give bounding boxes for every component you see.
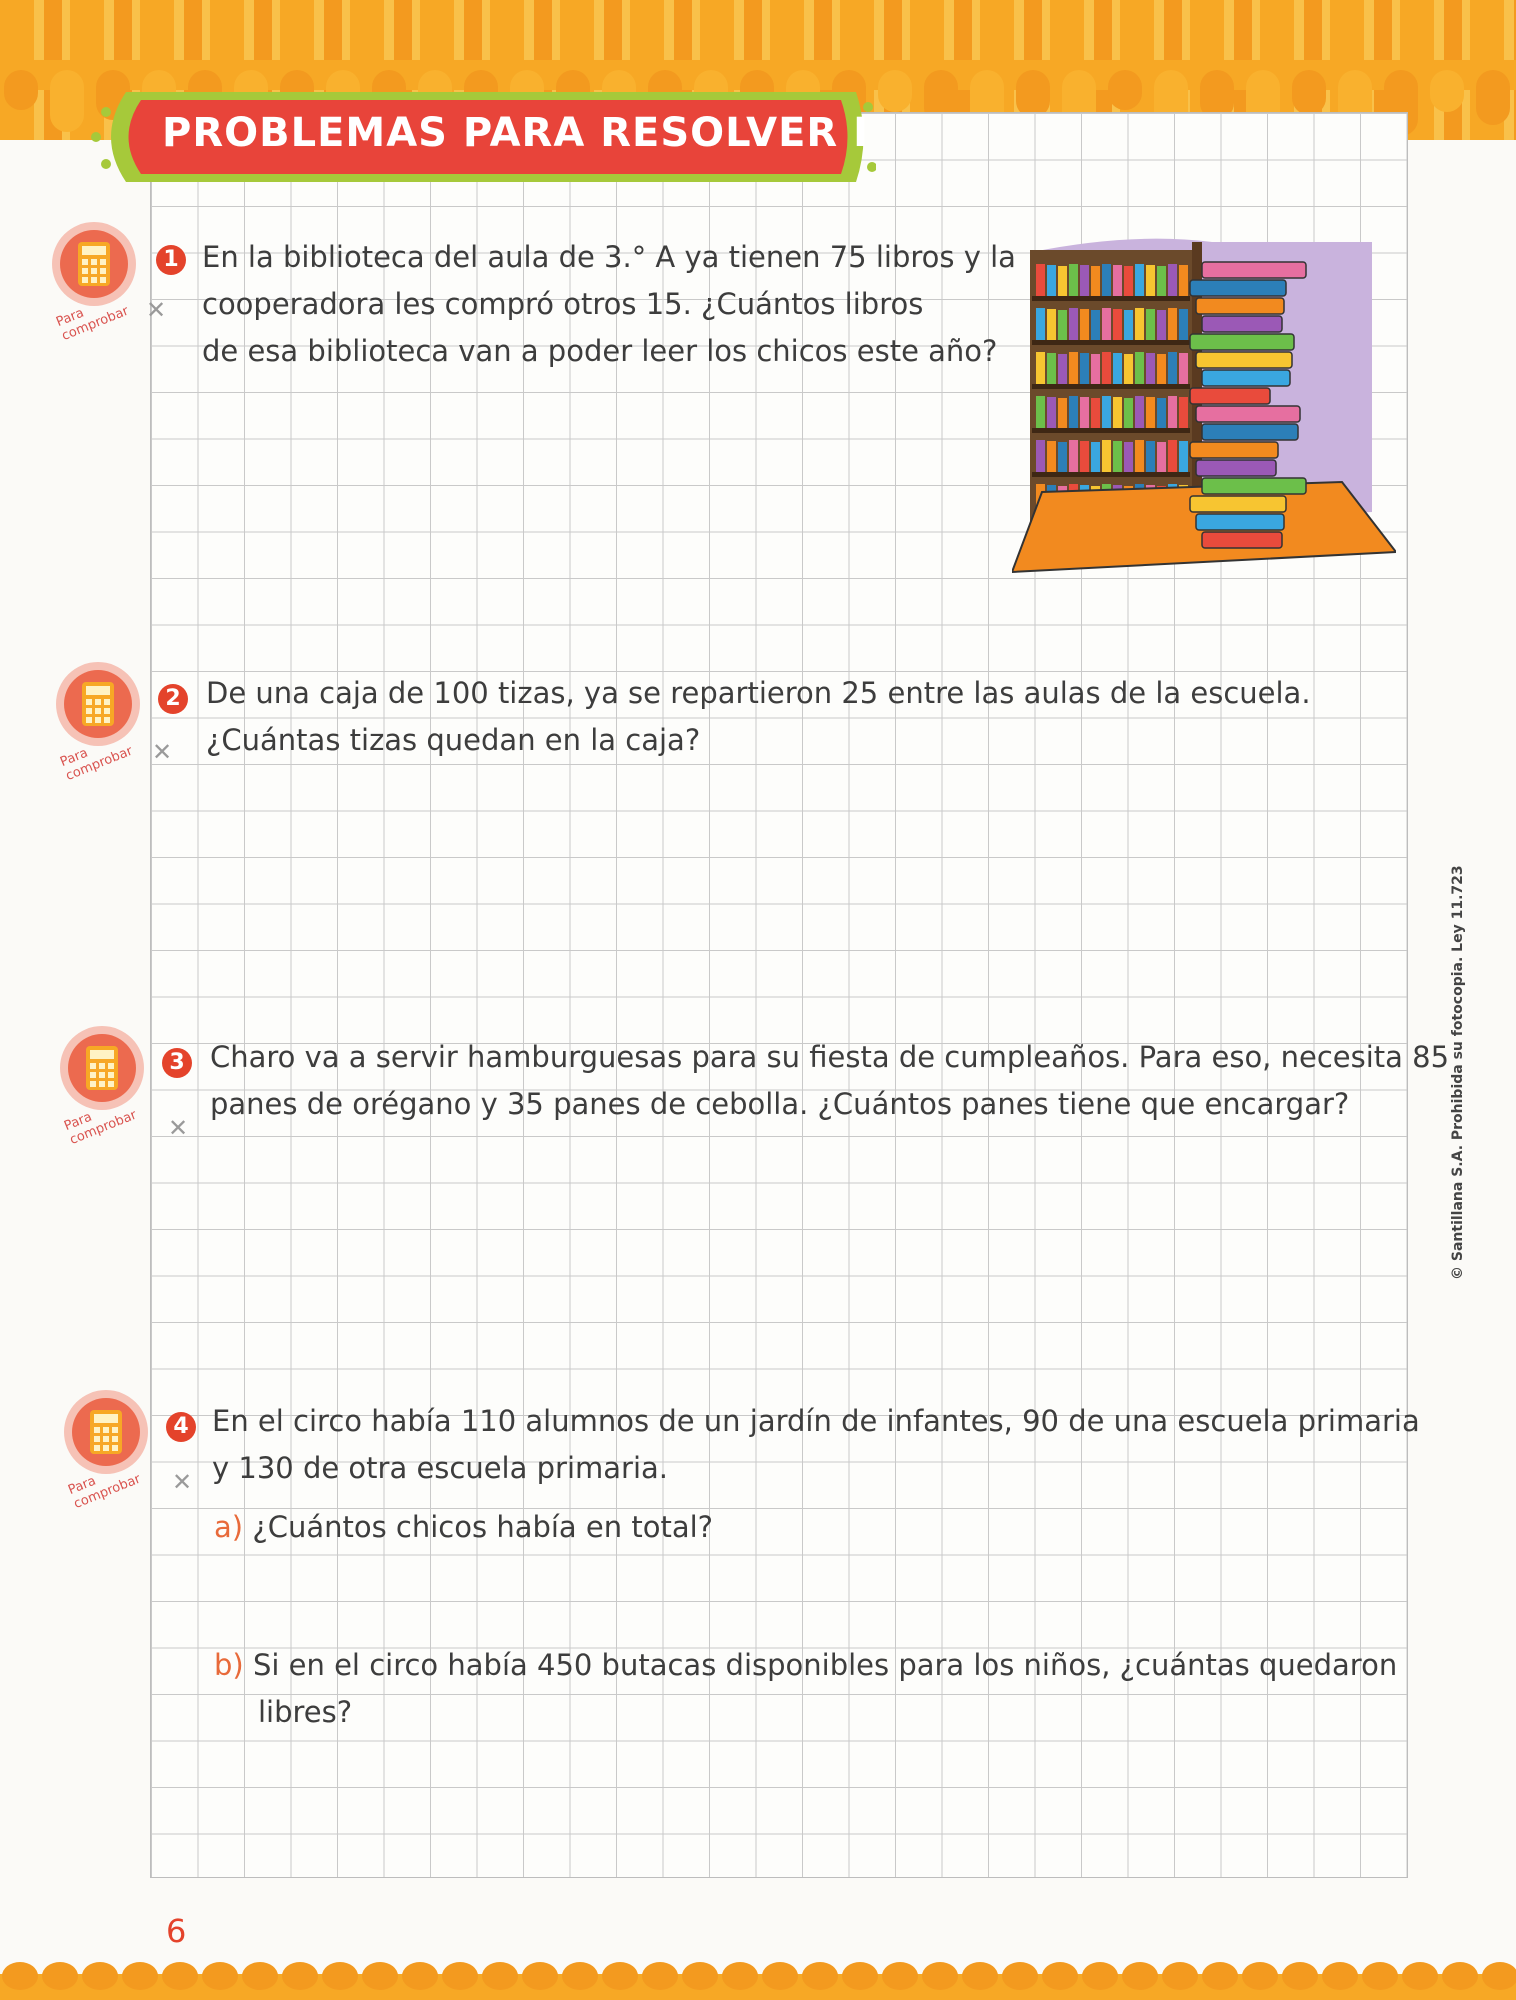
subquestion-a xyxy=(214,1504,713,1551)
problem-number: 3 xyxy=(162,1048,192,1078)
copyright-notice: © Santillana S.A. Prohibida su fotocopia. Ley 11.723 xyxy=(1450,865,1466,1280)
problem-line: cooperadora les compró otros 15. ¿Cuántos libros xyxy=(202,287,924,321)
bottom-decorative-band xyxy=(0,1956,1516,2000)
para-comprobar-badge xyxy=(56,1022,166,1149)
problem-line: De una caja de 100 tizas, ya se repartieron 25 entre las aulas de la escuela. xyxy=(206,676,1311,710)
page-title: PROBLEMAS PARA RESOLVER I xyxy=(162,110,870,156)
subquestion-text: Si en el circo había 450 butacas disponibles para los niños, ¿cuántas quedaron xyxy=(252,1648,1398,1682)
problem-4-text xyxy=(212,1398,1420,1492)
problem-line: de esa biblioteca van a poder leer los chicos este año? xyxy=(202,334,998,368)
problem-line: Charo va a servir hamburguesas para su fiesta de cumpleaños. Para eso, necesita 85 xyxy=(210,1040,1450,1074)
problem-3-text xyxy=(210,1034,1449,1128)
problem-line: ¿Cuántas tizas quedan en la caja? xyxy=(206,723,701,757)
subquestion-text: libres? xyxy=(258,1695,353,1729)
check-x-mark: ✕ xyxy=(168,1114,189,1142)
para-comprobar-label: Para comprobar xyxy=(54,303,131,345)
para-comprobar-badge xyxy=(48,218,158,345)
problem-number: 1 xyxy=(156,245,186,275)
check-x-mark: ✕ xyxy=(172,1468,193,1496)
problem-line: y 130 de otra escuela primaria. xyxy=(212,1451,668,1485)
problem-line: En la biblioteca del aula de 3.° A ya tienen 75 libros y la xyxy=(202,240,1016,274)
problem-line: En el circo había 110 alumnos de un jardín de infantes, 90 de una escuela primaria xyxy=(212,1404,1420,1438)
page-number: 6 xyxy=(166,1912,187,1950)
para-comprobar-badge xyxy=(52,658,162,785)
subquestion-letter: a) xyxy=(214,1510,244,1544)
check-x-mark: ✕ xyxy=(152,738,173,766)
problem-1-text xyxy=(202,234,1016,375)
library-bookshelf-illustration xyxy=(1012,232,1396,586)
para-comprobar-label: Para comprobar xyxy=(66,1471,143,1513)
subquestion-b xyxy=(214,1642,1397,1736)
problem-line: panes de orégano y 35 panes de cebolla. ¿Cuántos panes tiene que encargar? xyxy=(210,1087,1350,1121)
check-x-mark: ✕ xyxy=(146,296,167,324)
para-comprobar-badge xyxy=(60,1386,170,1513)
subquestion-letter: b) xyxy=(214,1648,244,1682)
problem-2-text xyxy=(206,670,1311,764)
para-comprobar-label: Para comprobar xyxy=(58,743,135,785)
subquestion-text: ¿Cuántos chicos había en total? xyxy=(252,1510,714,1544)
problem-number: 2 xyxy=(158,684,188,714)
problem-number: 4 xyxy=(166,1412,196,1442)
para-comprobar-label: Para comprobar xyxy=(62,1107,139,1149)
